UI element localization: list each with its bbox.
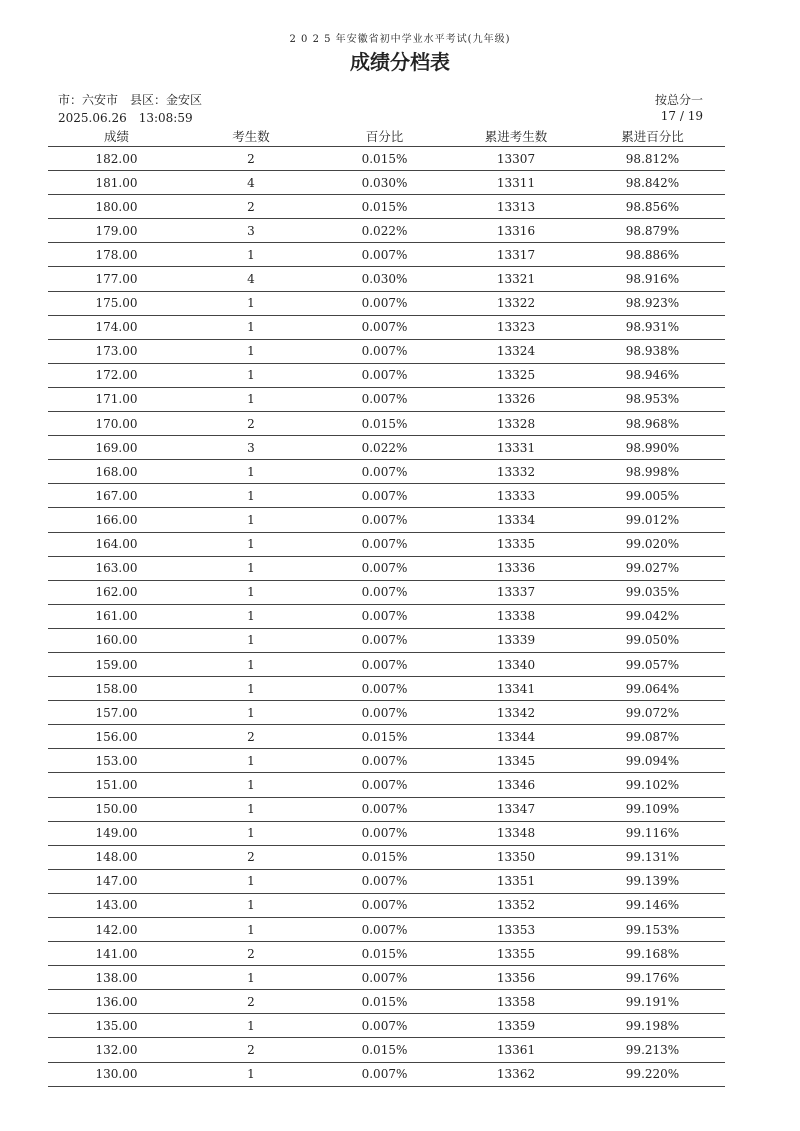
- score-cell: 169.00: [95, 440, 138, 455]
- table-row: [48, 870, 725, 894]
- percent-cell: 0.007%: [361, 898, 408, 913]
- percent-cell: 0.007%: [361, 247, 408, 262]
- cumulative-percent-cell: 99.213%: [625, 1043, 680, 1058]
- table-row: [48, 267, 725, 291]
- cumulative-count-cell: 13317: [496, 247, 536, 262]
- count-cell: 1: [247, 488, 255, 503]
- score-cell: 170.00: [95, 416, 138, 431]
- cumulative-count-cell: 13359: [496, 1018, 536, 1033]
- cumulative-count-cell: 13339: [496, 633, 536, 648]
- cumulative-percent-cell: 99.050%: [625, 633, 680, 648]
- cumulative-count-cell: 13337: [496, 585, 536, 600]
- cumulative-count-cell: 13324: [496, 344, 536, 359]
- percent-cell: 0.007%: [361, 320, 408, 335]
- table-row: [48, 605, 725, 629]
- score-cell: 158.00: [95, 681, 138, 696]
- table-row: [48, 798, 725, 822]
- table-row: [48, 484, 725, 508]
- table-row: [48, 340, 725, 364]
- count-cell: 2: [247, 994, 255, 1009]
- cumulative-percent-cell: 99.146%: [625, 898, 680, 913]
- cumulative-count-cell: 13344: [496, 729, 536, 744]
- count-cell: 1: [247, 296, 255, 311]
- cumulative-percent-cell: 98.938%: [625, 344, 680, 359]
- cumulative-percent-cell: 99.094%: [625, 753, 680, 768]
- score-cell: 175.00: [95, 296, 138, 311]
- percent-cell: 0.015%: [361, 151, 408, 166]
- count-cell: 2: [247, 1043, 255, 1058]
- cumulative-count-cell: 13340: [496, 657, 536, 672]
- cumulative-percent-cell: 99.139%: [625, 874, 680, 889]
- cumulative-percent-cell: 98.886%: [625, 247, 680, 262]
- count-cell: 4: [247, 272, 255, 287]
- table-row: [48, 195, 725, 219]
- cumulative-percent-cell: 99.116%: [625, 826, 680, 841]
- cumulative-count-cell: 13313: [496, 199, 536, 214]
- percent-cell: 0.007%: [361, 777, 408, 792]
- table-row: [48, 677, 725, 701]
- score-table: [48, 125, 725, 1087]
- score-cell: 179.00: [95, 223, 138, 238]
- cumulative-count-cell: 13355: [496, 946, 536, 961]
- percent-cell: 0.007%: [361, 657, 408, 672]
- score-cell: 160.00: [95, 633, 138, 648]
- score-cell: 135.00: [95, 1018, 138, 1033]
- count-cell: 1: [247, 561, 255, 576]
- percent-cell: 0.007%: [361, 753, 408, 768]
- cumulative-percent-cell: 99.220%: [625, 1067, 680, 1082]
- cumulative-percent-cell: 98.953%: [625, 392, 680, 407]
- table-row: [48, 219, 725, 243]
- score-cell: 147.00: [95, 874, 138, 889]
- cumulative-count-cell: 13311: [496, 175, 536, 190]
- cumulative-percent-cell: 98.990%: [625, 440, 680, 455]
- cumulative-percent-cell: 98.923%: [625, 296, 680, 311]
- count-cell: 1: [247, 777, 255, 792]
- cumulative-percent-cell: 99.020%: [625, 537, 680, 552]
- score-cell: 180.00: [95, 199, 138, 214]
- table-row: [48, 966, 725, 990]
- score-cell: 143.00: [95, 898, 138, 913]
- table-row: [48, 243, 725, 267]
- cumulative-count-cell: 13321: [496, 272, 536, 287]
- count-cell: 1: [247, 537, 255, 552]
- cumulative-percent-cell: 99.191%: [625, 994, 680, 1009]
- cumulative-count-cell: 13358: [496, 994, 536, 1009]
- score-cell: 181.00: [95, 175, 138, 190]
- score-cell: 178.00: [95, 247, 138, 262]
- score-cell: 156.00: [95, 729, 138, 744]
- score-cell: 141.00: [95, 946, 138, 961]
- percent-cell: 0.015%: [361, 729, 408, 744]
- report-datetime: 2025.06.26 13:08:59: [58, 111, 193, 125]
- table-row: [48, 653, 725, 677]
- score-cell: 172.00: [95, 368, 138, 383]
- cumulative-count-cell: 13328: [496, 416, 536, 431]
- score-cell: 173.00: [95, 344, 138, 359]
- cumulative-count-cell: 13345: [496, 753, 536, 768]
- table-row: [48, 749, 725, 773]
- cumulative-count-cell: 13347: [496, 802, 536, 817]
- column-header-percent: 百分比: [365, 128, 404, 144]
- percent-cell: 0.007%: [361, 970, 408, 985]
- count-cell: 1: [247, 1067, 255, 1082]
- cumulative-percent-cell: 99.035%: [625, 585, 680, 600]
- score-cell: 157.00: [95, 705, 138, 720]
- cumulative-count-cell: 13326: [496, 392, 536, 407]
- cumulative-count-cell: 13307: [496, 151, 536, 166]
- percent-cell: 0.022%: [361, 223, 408, 238]
- table-row: [48, 557, 725, 581]
- score-cell: 149.00: [95, 826, 138, 841]
- count-cell: 3: [247, 440, 255, 455]
- percent-cell: 0.007%: [361, 922, 408, 937]
- cumulative-percent-cell: 98.916%: [625, 272, 680, 287]
- count-cell: 1: [247, 464, 255, 479]
- cumulative-percent-cell: 98.856%: [625, 199, 680, 214]
- score-cell: 162.00: [95, 585, 138, 600]
- percent-cell: 0.007%: [361, 512, 408, 527]
- cumulative-percent-cell: 98.931%: [625, 320, 680, 335]
- count-cell: 1: [247, 247, 255, 262]
- percent-cell: 0.007%: [361, 537, 408, 552]
- percent-cell: 0.007%: [361, 344, 408, 359]
- sort-mode: 按总分一: [654, 93, 703, 107]
- score-cell: 163.00: [95, 561, 138, 576]
- table-row: [48, 1014, 725, 1038]
- count-cell: 1: [247, 802, 255, 817]
- cumulative-count-cell: 13316: [496, 223, 536, 238]
- percent-cell: 0.007%: [361, 368, 408, 383]
- table-row: [48, 942, 725, 966]
- count-cell: 1: [247, 368, 255, 383]
- cumulative-count-cell: 13356: [496, 970, 536, 985]
- percent-cell: 0.007%: [361, 826, 408, 841]
- cumulative-percent-cell: 99.168%: [625, 946, 680, 961]
- percent-cell: 0.007%: [361, 609, 408, 624]
- cumulative-count-cell: 13322: [496, 296, 536, 311]
- percent-cell: 0.007%: [361, 633, 408, 648]
- percent-cell: 0.015%: [361, 416, 408, 431]
- percent-cell: 0.007%: [361, 392, 408, 407]
- table-row: [48, 701, 725, 725]
- count-cell: 1: [247, 344, 255, 359]
- table-row: [48, 725, 725, 749]
- count-cell: 1: [247, 657, 255, 672]
- cumulative-count-cell: 13342: [496, 705, 536, 720]
- score-cell: 130.00: [95, 1067, 138, 1082]
- cumulative-percent-cell: 99.087%: [625, 729, 680, 744]
- table-body: [48, 147, 725, 1087]
- percent-cell: 0.007%: [361, 705, 408, 720]
- column-header-cumulative-count: 累进考生数: [484, 128, 548, 144]
- count-cell: 2: [247, 151, 255, 166]
- table-row: [48, 918, 725, 942]
- cumulative-count-cell: 13353: [496, 922, 536, 937]
- cumulative-count-cell: 13325: [496, 368, 536, 383]
- cumulative-count-cell: 13338: [496, 609, 536, 624]
- cumulative-count-cell: 13323: [496, 320, 536, 335]
- cumulative-percent-cell: 99.005%: [625, 488, 680, 503]
- table-row: [48, 581, 725, 605]
- count-cell: 1: [247, 826, 255, 841]
- page-number: 17 / 19: [660, 109, 703, 123]
- cumulative-percent-cell: 99.109%: [625, 802, 680, 817]
- count-cell: 1: [247, 585, 255, 600]
- count-cell: 3: [247, 223, 255, 238]
- score-cell: 153.00: [95, 753, 138, 768]
- cumulative-count-cell: 13348: [496, 826, 536, 841]
- cumulative-count-cell: 13346: [496, 777, 536, 792]
- score-cell: 164.00: [95, 537, 138, 552]
- document-subtitle: 2 0 2 5 年安徽省初中学业水平考试(九年级): [289, 34, 511, 45]
- cumulative-percent-cell: 98.946%: [625, 368, 680, 383]
- table-row: [48, 388, 725, 412]
- table-row: [48, 460, 725, 484]
- percent-cell: 0.007%: [361, 802, 408, 817]
- score-cell: 167.00: [95, 488, 138, 503]
- table-row: [48, 822, 725, 846]
- table-row: [48, 894, 725, 918]
- count-cell: 4: [247, 175, 255, 190]
- percent-cell: 0.015%: [361, 946, 408, 961]
- percent-cell: 0.015%: [361, 199, 408, 214]
- score-cell: 174.00: [95, 320, 138, 335]
- table-row: [48, 846, 725, 870]
- percent-cell: 0.007%: [361, 1067, 408, 1082]
- score-cell: 138.00: [95, 970, 138, 985]
- cumulative-percent-cell: 98.842%: [625, 175, 680, 190]
- cumulative-percent-cell: 98.812%: [625, 151, 680, 166]
- column-header-score: 成绩: [103, 128, 129, 144]
- score-cell: 171.00: [95, 392, 138, 407]
- table-row: [48, 364, 725, 388]
- table-row: [48, 533, 725, 557]
- score-cell: 142.00: [95, 922, 138, 937]
- column-header-count: 考生数: [232, 128, 270, 144]
- percent-cell: 0.007%: [361, 296, 408, 311]
- percent-cell: 0.030%: [361, 175, 408, 190]
- percent-cell: 0.007%: [361, 681, 408, 696]
- cumulative-percent-cell: 99.064%: [625, 681, 680, 696]
- cumulative-percent-cell: 99.027%: [625, 561, 680, 576]
- cumulative-count-cell: 13331: [496, 440, 536, 455]
- score-cell: 161.00: [95, 609, 138, 624]
- count-cell: 2: [247, 416, 255, 431]
- cumulative-count-cell: 13336: [496, 561, 536, 576]
- count-cell: 1: [247, 609, 255, 624]
- score-cell: 166.00: [95, 512, 138, 527]
- percent-cell: 0.007%: [361, 1018, 408, 1033]
- cumulative-percent-cell: 99.153%: [625, 922, 680, 937]
- cumulative-count-cell: 13352: [496, 898, 536, 913]
- table-row: [48, 147, 725, 171]
- cumulative-count-cell: 13362: [496, 1067, 536, 1082]
- percent-cell: 0.022%: [361, 440, 408, 455]
- cumulative-count-cell: 13351: [496, 874, 536, 889]
- table-row: [48, 171, 725, 195]
- cumulative-percent-cell: 99.072%: [625, 705, 680, 720]
- count-cell: 2: [247, 946, 255, 961]
- table-row: [48, 990, 725, 1014]
- column-header-cumulative-percent: 累进百分比: [621, 128, 684, 144]
- percent-cell: 0.007%: [361, 464, 408, 479]
- cumulative-percent-cell: 99.057%: [625, 657, 680, 672]
- percent-cell: 0.015%: [361, 994, 408, 1009]
- percent-cell: 0.007%: [361, 874, 408, 889]
- cumulative-count-cell: 13361: [496, 1043, 536, 1058]
- cumulative-count-cell: 13335: [496, 537, 536, 552]
- table-row: [48, 292, 725, 316]
- count-cell: 2: [247, 729, 255, 744]
- count-cell: 1: [247, 320, 255, 335]
- count-cell: 1: [247, 1018, 255, 1033]
- score-cell: 151.00: [95, 777, 138, 792]
- table-row: [48, 412, 725, 436]
- page-title: 成绩分档表: [350, 50, 450, 74]
- percent-cell: 0.007%: [361, 585, 408, 600]
- count-cell: 1: [247, 753, 255, 768]
- cumulative-count-cell: 13333: [496, 488, 536, 503]
- table-row: [48, 508, 725, 532]
- cumulative-percent-cell: 98.998%: [625, 464, 680, 479]
- percent-cell: 0.030%: [361, 272, 408, 287]
- cumulative-percent-cell: 99.176%: [625, 970, 680, 985]
- table-header: [48, 125, 725, 147]
- count-cell: 1: [247, 705, 255, 720]
- score-cell: 148.00: [95, 850, 138, 865]
- cumulative-count-cell: 13350: [496, 850, 536, 865]
- count-cell: 1: [247, 922, 255, 937]
- table-row: [48, 629, 725, 653]
- table-row: [48, 1063, 725, 1087]
- score-cell: 159.00: [95, 657, 138, 672]
- count-cell: 1: [247, 633, 255, 648]
- cumulative-percent-cell: 99.012%: [625, 512, 680, 527]
- cumulative-percent-cell: 99.198%: [625, 1018, 680, 1033]
- region-info: 市：六安市 县区：金安区: [58, 93, 203, 107]
- score-cell: 182.00: [95, 151, 138, 166]
- cumulative-percent-cell: 99.131%: [625, 850, 680, 865]
- score-cell: 177.00: [95, 272, 138, 287]
- table-row: [48, 773, 725, 797]
- cumulative-percent-cell: 99.042%: [625, 609, 680, 624]
- cumulative-percent-cell: 98.879%: [625, 223, 680, 238]
- count-cell: 1: [247, 681, 255, 696]
- score-cell: 136.00: [95, 994, 138, 1009]
- score-cell: 168.00: [95, 464, 138, 479]
- table-row: [48, 1038, 725, 1062]
- table-row: [48, 436, 725, 460]
- table-row: [48, 316, 725, 340]
- score-cell: 132.00: [95, 1043, 138, 1058]
- percent-cell: 0.007%: [361, 561, 408, 576]
- cumulative-count-cell: 13332: [496, 464, 536, 479]
- count-cell: 2: [247, 850, 255, 865]
- percent-cell: 0.015%: [361, 1043, 408, 1058]
- cumulative-percent-cell: 98.968%: [625, 416, 680, 431]
- count-cell: 1: [247, 970, 255, 985]
- cumulative-percent-cell: 99.102%: [625, 777, 680, 792]
- count-cell: 1: [247, 512, 255, 527]
- count-cell: 1: [247, 392, 255, 407]
- cumulative-count-cell: 13334: [496, 512, 536, 527]
- count-cell: 2: [247, 199, 255, 214]
- percent-cell: 0.015%: [361, 850, 408, 865]
- score-cell: 150.00: [95, 802, 138, 817]
- percent-cell: 0.007%: [361, 488, 408, 503]
- count-cell: 1: [247, 898, 255, 913]
- cumulative-count-cell: 13341: [496, 681, 536, 696]
- count-cell: 1: [247, 874, 255, 889]
